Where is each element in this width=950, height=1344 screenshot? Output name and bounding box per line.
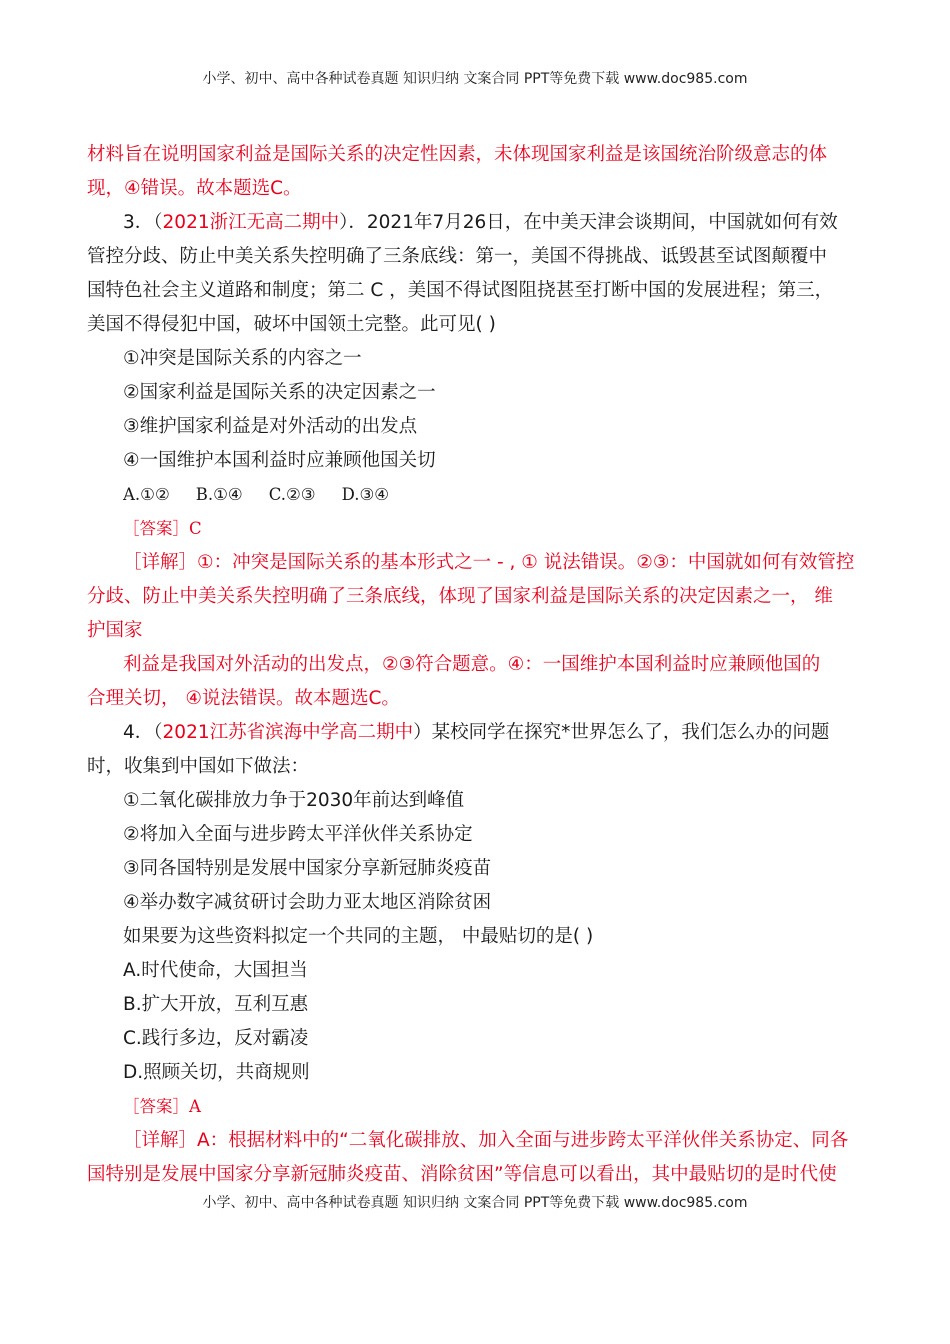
q4-option-d: D.照顾关切，共商规则 — [123, 1062, 310, 1083]
q4-detail-line: ［详解］A：根据材料中的“二氧化碳排放、加入全面与进步跨太平洋伙伴关系协定、同各 — [123, 1130, 849, 1151]
intro-line: 现，④错误。故本题选C。 — [87, 178, 302, 199]
q3-detail-line: 护国家 — [87, 620, 143, 641]
q3-stem-text: ）．2021年7月26日，在中美天津会谈期间，中国就如何有效 — [339, 212, 838, 233]
q4-answer: ［答案］A — [123, 1097, 201, 1116]
q3-option-c: C.②③ — [268, 485, 316, 504]
q4-statement: ④举办数字减贫研讨会助力亚太地区消除贫困 — [123, 892, 492, 913]
q3-statement: ③维护国家利益是对外活动的出发点 — [123, 416, 418, 437]
q3-stem-line: 国特色社会主义道路和制度；第二 C ，美国不得试图阻挠甚至打断中国的发展进程；第三， — [87, 280, 834, 301]
page-header: 小学、初中、高中各种试卷真题 知识归纳 文案合同 PPT等免费下载 www.doc985.com — [202, 71, 748, 87]
q3-detail-line: ［详解］①：冲突是国际关系的基本形式之一 - , ① 说法错误。②③：中国就如何有效管控 — [123, 552, 855, 573]
q3-detail-line: 合理关切， ④说法错误。故本题选C。 — [87, 688, 400, 709]
q3-statement: ②国家利益是国际关系的决定因素之一 — [123, 382, 436, 403]
page-footer: 小学、初中、高中各种试卷真题 知识归纳 文案合同 PPT等免费下载 www.doc985.com — [202, 1195, 748, 1211]
q4-question: 如果要为这些资料拟定一个共同的主题， 中最贴切的是( ) — [123, 926, 594, 947]
q3-stem-line: 美国不得侵犯中国，破坏中国领土完整。此可见( ) — [87, 314, 496, 335]
q4-source: 2021江苏省滨海中学高二期中 — [162, 722, 414, 743]
q3-source: 2021浙江无高二期中 — [162, 212, 340, 233]
q4-statement: ①二氧化碳排放力争于2030年前达到峰值 — [123, 790, 465, 811]
q4-statement: ②将加入全面与进步跨太平洋伙伴关系协定 — [123, 824, 473, 845]
q4-statement: ③同各国特别是发展中国家分享新冠肺炎疫苗 — [123, 858, 492, 879]
q4-stem-line — [87, 716, 869, 750]
q3-statement: ④一国维护本国利益时应兼顾他国关切 — [123, 450, 436, 471]
q3-option-b: B.①④ — [195, 485, 243, 504]
q4-option-c: C.践行多边，反对霸凌 — [123, 1028, 309, 1049]
q3-stem-line: 管控分歧、防止中美关系失控明确了三条底线：第一，美国不得挑战、诋毁甚至试图颠覆中 — [87, 246, 828, 267]
q4-option-a: A.时代使命，大国担当 — [123, 960, 308, 981]
q4-number: 4．（ — [123, 722, 163, 743]
q3-option-a: A.①② — [123, 485, 170, 504]
q3-number: 3．（ — [123, 212, 163, 233]
document-body — [87, 138, 869, 1192]
q3-statement: ①冲突是国际关系的内容之一 — [123, 348, 362, 369]
q4-detail-line: 国特别是发展中国家分享新冠肺炎疫苗、消除贫困”等信息可以看出，其中最贴切的是时代使 — [87, 1164, 837, 1185]
q3-stem-line — [87, 206, 869, 240]
intro-line: 材料旨在说明国家利益是国际关系的决定性因素，未体现国家利益是该国统治阶级意志的体 — [87, 144, 828, 165]
q3-option-d: D.③④ — [341, 485, 390, 504]
q4-stem-line: 时，收集到中国如下做法： — [87, 756, 310, 777]
q3-answer: ［答案］C — [123, 519, 202, 538]
q3-detail-line: 分歧、防止中美关系失控明确了三条底线，体现了国家利益是国际关系的决定因素之一， 维 — [87, 586, 833, 607]
q4-stem-text: ）某校同学在探究*世界怎么了，我们怎么办的问题 — [413, 722, 830, 743]
q4-option-b: B.扩大开放，互利互惠 — [123, 994, 309, 1015]
q3-detail-line: 利益是我国对外活动的出发点，②③符合题意。④：一国维护本国利益时应兼顾他国的 — [123, 654, 821, 675]
q3-options — [87, 478, 869, 512]
